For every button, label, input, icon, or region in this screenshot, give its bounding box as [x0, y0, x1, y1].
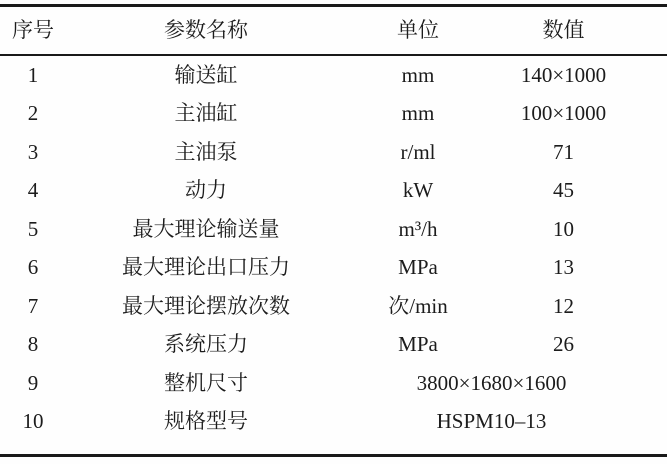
value-cell: 12	[553, 293, 574, 318]
row-no-cell: 10	[22, 409, 44, 434]
table-row	[0, 210, 667, 249]
merged-value-cell: 3800×1680×1600	[416, 370, 567, 395]
param-name-cell: 整机尺寸	[164, 370, 248, 395]
header-value: 数值	[490, 7, 667, 55]
param-name-cell: 主油泵	[174, 139, 238, 164]
unit-cell: kW	[402, 178, 434, 203]
table-row	[0, 364, 667, 403]
spec-table	[0, 7, 667, 441]
param-name-cell: 最大理论出口压力	[122, 255, 290, 280]
param-name-cell: 最大理论摆放次数	[122, 293, 290, 318]
table-body	[0, 55, 667, 441]
table-row	[0, 326, 667, 365]
table-row	[0, 172, 667, 211]
table-row	[0, 287, 667, 326]
row-no-cell: 2	[27, 101, 39, 126]
header-param-name: 参数名称	[66, 7, 346, 55]
merged-value-cell: HSPM10–13	[436, 409, 547, 434]
table-row	[0, 249, 667, 288]
param-name-cell: 输送缸	[174, 62, 238, 87]
param-name-cell: 规格型号	[164, 409, 248, 434]
unit-cell: r/ml	[400, 139, 436, 164]
row-no-cell: 5	[27, 216, 39, 241]
row-no-cell: 7	[27, 293, 39, 318]
header-unit: 单位	[346, 7, 490, 55]
unit-cell: mm	[401, 62, 435, 87]
value-cell: 10	[553, 216, 574, 241]
table-row	[0, 403, 667, 442]
value-cell: 71	[553, 139, 574, 164]
param-name-cell: 系统压力	[164, 332, 248, 357]
spec-table-wrapper	[0, 4, 667, 457]
value-cell: 26	[553, 332, 574, 357]
table-row	[0, 133, 667, 172]
row-no-cell: 3	[27, 139, 39, 164]
unit-cell: MPa	[398, 332, 438, 357]
value-cell: 140×1000	[520, 62, 607, 87]
header-no: 序号	[0, 7, 66, 55]
unit-cell: m³/h	[398, 216, 438, 241]
value-cell: 45	[553, 178, 574, 203]
unit-cell: 次/min	[388, 293, 448, 318]
value-cell: 13	[553, 255, 574, 280]
row-no-cell: 4	[27, 178, 39, 203]
table-row	[0, 95, 667, 134]
unit-cell: MPa	[398, 255, 438, 280]
unit-cell: mm	[401, 101, 435, 126]
row-no-cell: 6	[27, 255, 39, 280]
value-cell: 100×1000	[520, 101, 607, 126]
param-name-cell: 主油缸	[174, 101, 238, 126]
table-header	[0, 7, 667, 55]
row-no-cell: 8	[27, 332, 39, 357]
header-row	[0, 7, 667, 55]
param-name-cell: 动力	[185, 178, 227, 203]
row-no-cell: 9	[27, 370, 39, 395]
param-name-cell: 最大理论输送量	[132, 216, 280, 241]
row-no-cell: 1	[27, 62, 39, 87]
table-row	[0, 55, 667, 95]
